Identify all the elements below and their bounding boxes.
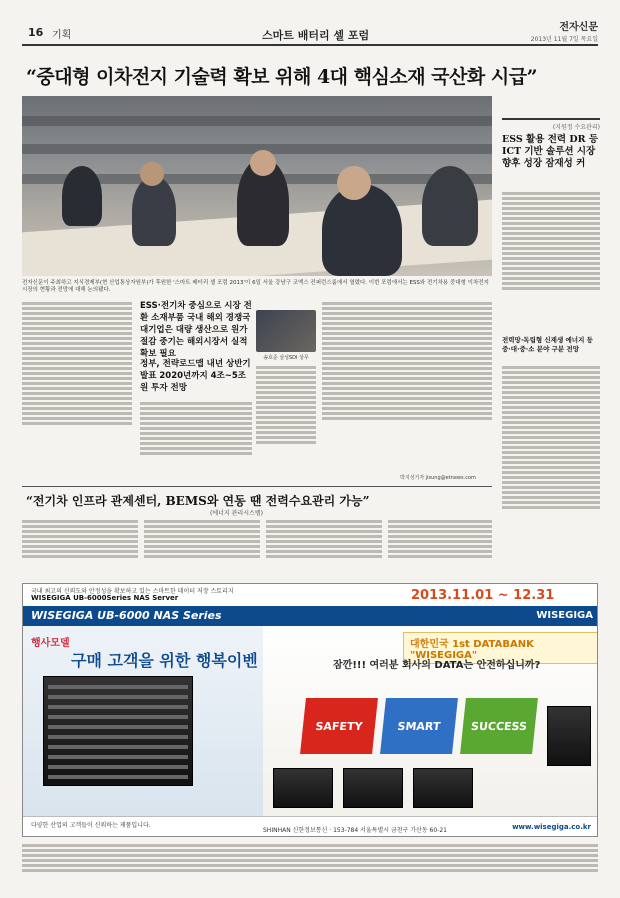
- article-subhead-1: ESS·전기차 중심으로 시장 전환 소재부품 국내 해외 경쟁국 대기업은 대량 생산으로 원가절감 중기는 해외시장서 실적 확보 필요: [140, 301, 252, 359]
- page-number: 16: [28, 26, 44, 39]
- sidebar-subhead: 전력망·독립형 신재생 에너지 등 중·대·중·소 분야 구분 전망: [502, 336, 593, 353]
- ad-right-panel: [263, 626, 598, 816]
- ad-top-line2: WISEGIGA UB-6000Series NAS Server: [31, 594, 179, 602]
- ad-footer: [23, 816, 598, 837]
- sidebar-box: [502, 118, 600, 178]
- interviewee-caption: 송호준 삼성SDI 상무: [263, 355, 309, 361]
- gift-label: 행사모델: [31, 638, 70, 649]
- brand-logo: WISEGIGA: [536, 610, 593, 621]
- nas-unit-desktop: [547, 706, 591, 766]
- ad-website-link[interactable]: www.wisegiga.co.kr: [512, 823, 591, 831]
- second-subhead: (에너지 관리시스템): [210, 510, 263, 517]
- divider: [22, 486, 492, 487]
- article-column-4: [322, 300, 492, 472]
- second-headline: “전기차 인프라 관제센터, BEMS와 연동 땐 전력수요관리 가능”: [26, 494, 370, 508]
- section-label: 기획: [52, 30, 72, 41]
- page-header: [22, 24, 598, 46]
- databank-banner: 대한민국 1st DATABANK "WISEGIGA": [403, 632, 598, 664]
- issue-date: 2013년 11월 7일 목요일: [530, 36, 598, 43]
- ad-top-line1: 국내 최고의 신뢰도와 안정성을 확보하고 있는 스마트한 데이터 저장 스토리지: [31, 588, 234, 595]
- second-column-2: [144, 518, 260, 576]
- second-column-1: [22, 518, 138, 576]
- main-headline: “중대형 이차전지 기술력 확보 위해 4대 핵심소재 국산화 시급”: [26, 66, 537, 88]
- sidebar-body-2: [502, 364, 600, 574]
- data-question: 잠깐!!! 여러분 회사의 DATA는 안전하십니까?: [333, 660, 541, 671]
- success-card: SUCCESS: [460, 698, 538, 754]
- ad-left-panel: [23, 626, 263, 816]
- buyer-event: 구매 고객을 위한 행복이벤: [71, 651, 258, 670]
- sidebar-kicker: (지원정 수요관리): [552, 124, 600, 131]
- ad-top: [23, 584, 598, 606]
- article-column-2: [140, 400, 252, 480]
- ad-series: WISEGIGA UB-6000 NAS Series: [31, 609, 222, 622]
- smart-card: SMART: [380, 698, 458, 754]
- ad-footer-left: 다양한 산업의 고객들이 신뢰하는 제품입니다.: [31, 822, 151, 829]
- nas-unit-3: [413, 768, 473, 808]
- nas-unit-1: [273, 768, 333, 808]
- article-byline: 박지성기자 jisung@etnews.com: [400, 475, 476, 481]
- photo-caption: 전자신문이 주최하고 지식경제부(현 산업통상자원부)가 후원한 '스마트 배터리 셀 포럼 2013'이 6일 서울 강남구 코엑스 컨퍼런스룸에서 열렸다. 이번 포럼에서는 ESS와 전기차용 중대형 이차전지 시장의 현황과 전망에 대해 논의됐다.: [22, 280, 489, 293]
- ad-footer-company: SHINHAN 신한정보통신 · 153-784 서울특별시 금천구 가산동 60-21: [263, 827, 447, 834]
- second-column-3: [266, 518, 382, 576]
- safety-card: SAFETY: [300, 698, 378, 754]
- article-column-1: [22, 300, 132, 480]
- conference-photo: [22, 96, 492, 276]
- newspaper-name: 전자신문: [559, 22, 598, 33]
- advertisement[interactable]: [22, 583, 598, 837]
- sidebar-title: ESS 활용 전력 DR 등 ICT 기반 솔루션 시장 향후 성장 잠재성 커: [502, 134, 599, 169]
- bottom-fineprint: [22, 842, 598, 890]
- ad-band: [23, 606, 598, 626]
- ad-date-range: 2013.11.01 ~ 12.31: [411, 588, 555, 603]
- article-column-3: [256, 364, 316, 480]
- forum-title: 스마트 배터리 셀 포럼: [262, 29, 370, 42]
- interviewee-photo: [256, 310, 316, 352]
- sidebar-body: [502, 190, 600, 330]
- article-subhead-2: 정부, 전략로드맵 내년 상반기 발표 2020년까지 4조~5조원 투자 전망: [140, 359, 251, 393]
- second-column-4: [388, 518, 492, 576]
- nas-server-image: [43, 676, 193, 786]
- nas-unit-2: [343, 768, 403, 808]
